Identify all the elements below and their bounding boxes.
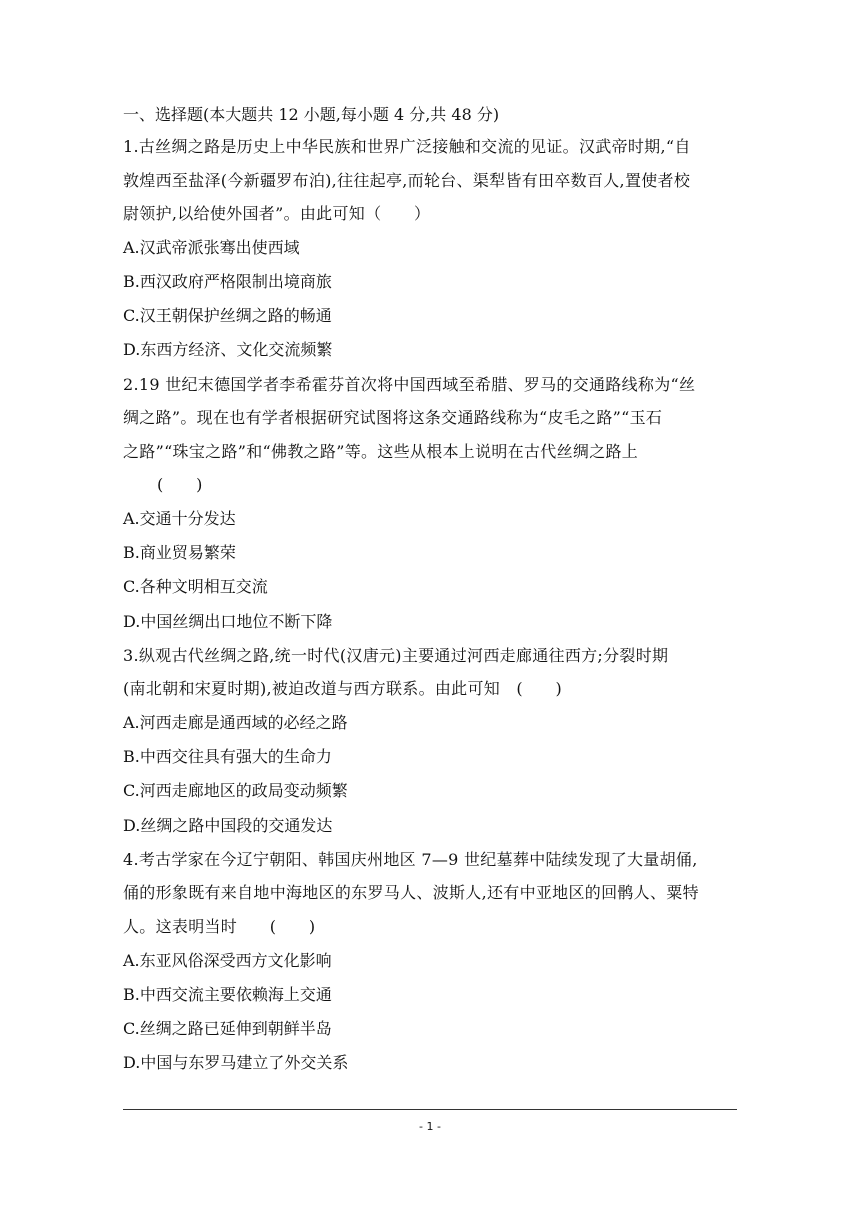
question-stem-line: 3.纵观古代丝绸之路,统一时代(汉唐元)主要通过河西走廊通往西方;分裂时期: [123, 645, 669, 665]
footer-divider: [123, 1109, 737, 1110]
option-d: D.丝绸之路中国段的交通发达: [123, 815, 333, 835]
question-stem-line: 1.古丝绸之路是历史上中华民族和世界广泛接触和交流的见证。汉武帝时期,“自: [123, 137, 691, 156]
option-b: B.中西交往具有强大的生命力: [123, 747, 332, 767]
option-b: B.西汉政府严格限制出境商旅: [123, 271, 332, 291]
question-stem-line: 尉领护,以给使外国者”。由此可知（ ）: [123, 204, 431, 224]
section-title: 一、选择题(本大题共 12 小题,每小题 4 分,共 48 分): [123, 105, 500, 124]
option-d: D.东西方经济、文化交流频繁: [123, 340, 333, 360]
page-number: - 1 -: [419, 1120, 441, 1133]
question-stem-line: 之路”“珠宝之路”和“佛教之路”等。这些从根本上说明在古代丝绸之路上: [123, 441, 639, 461]
option-c: C.各种文明相互交流: [123, 577, 268, 597]
option-a: A.交通十分发达: [123, 508, 236, 528]
page-content: [123, 100, 739, 1080]
question-stem-line: 绸之路”。现在也有学者根据研究试图将这条交通路线称为“皮毛之路”“玉石: [123, 408, 663, 428]
option-a: A.东亚风俗深受西方文化影响: [123, 950, 332, 970]
question-1: [123, 130, 739, 368]
question-stem-line: 4.考古学家在今辽宁朝阳、韩国庆州地区 7—9 世纪墓葬中陆续发现了大量胡俑,: [123, 849, 698, 869]
option-a: A.汉武帝派张骞出使西域: [123, 237, 300, 257]
question-2: [123, 368, 739, 639]
option-a: A.河西走廊是通西域的必经之路: [123, 712, 348, 732]
option-d: D.中国与东罗马建立了外交关系: [123, 1053, 349, 1073]
option-c: C.丝绸之路已延伸到朝鲜半岛: [123, 1018, 332, 1038]
option-c: C.汉王朝保护丝绸之路的畅通: [123, 306, 332, 326]
option-d: D.中国丝绸出口地位不断下降: [123, 611, 333, 631]
question-stem-line: (南北朝和宋夏时期),被迫改道与西方联系。由此可知 ( ): [123, 679, 563, 699]
answer-bracket: ( ): [157, 475, 203, 495]
question-3: [123, 639, 739, 843]
question-4: [123, 843, 739, 1081]
question-stem-line: 俑的形象既有来自地中海地区的东罗马人、波斯人,还有中亚地区的回鹘人、粟特: [123, 883, 699, 903]
option-b: B.商业贸易繁荣: [123, 543, 236, 563]
question-stem-line: 敦煌西至盐泽(今新疆罗布泊),往往起亭,而轮台、渠犁皆有田卒数百人,置使者校: [123, 170, 691, 190]
option-c: C.河西走廊地区的政局变动频繁: [123, 781, 348, 801]
option-b: B.中西交流主要依赖海上交通: [123, 984, 332, 1004]
question-stem-line: 人。这表明当时 ( ): [123, 916, 316, 936]
question-stem-line: 2.19 世纪末德国学者李希霍芬首次将中国西域至希腊、罗马的交通路线称为“丝: [123, 374, 696, 394]
